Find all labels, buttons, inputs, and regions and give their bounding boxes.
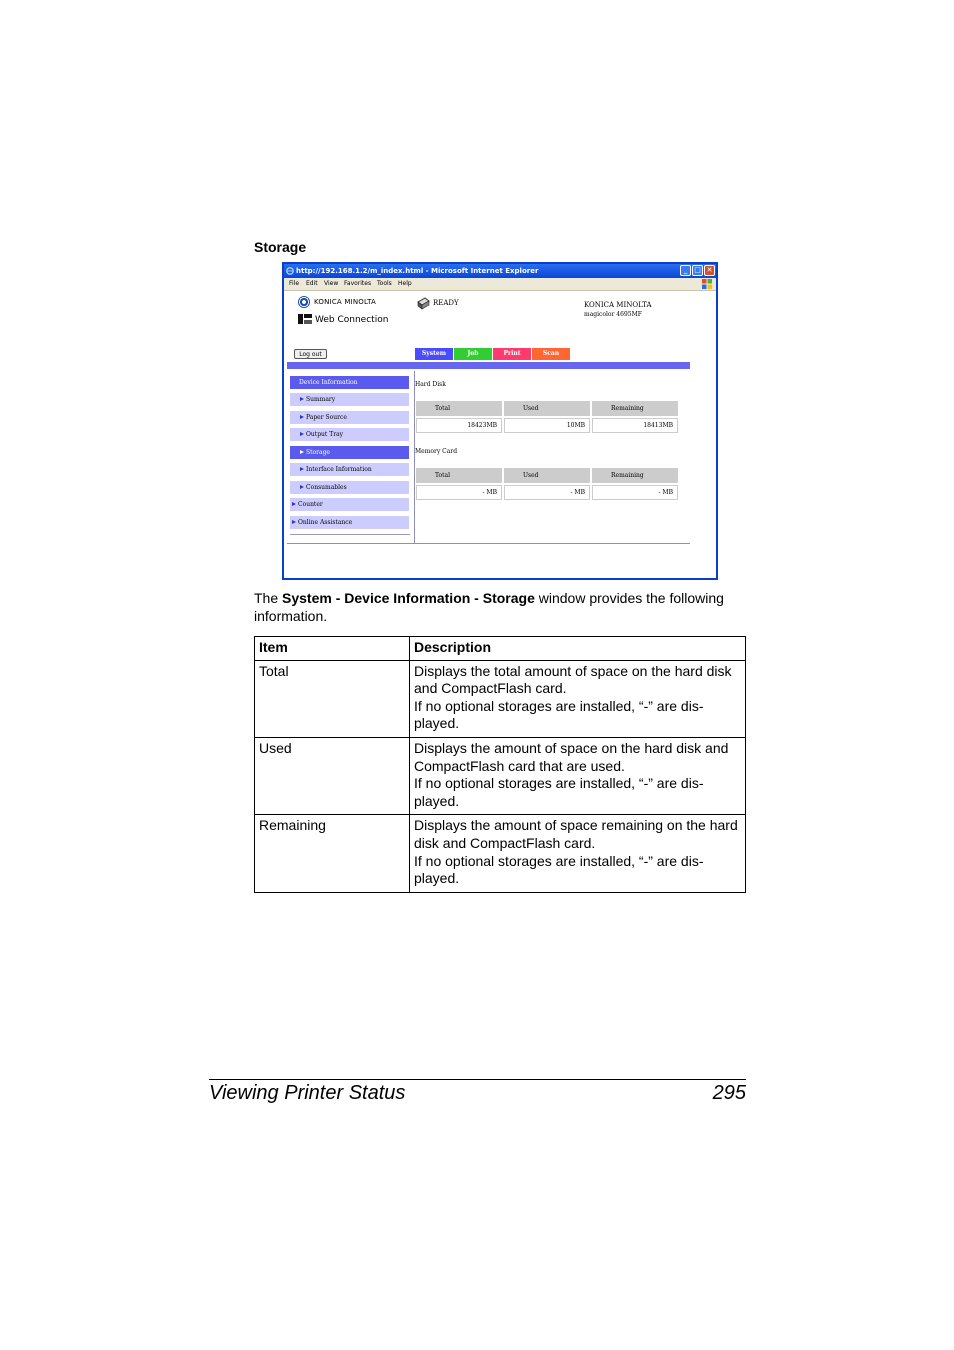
windows-logo-icon (702, 279, 712, 289)
table-header-row (255, 637, 746, 661)
menu-favorites[interactable]: Favorites (344, 280, 372, 287)
hd-used-value: 10MB (504, 418, 590, 433)
column-divider (414, 371, 415, 544)
hd-header-remaining: Remaining (592, 401, 678, 416)
nav-paper-source[interactable]: Paper Source (290, 411, 409, 424)
section-heading: Storage (254, 239, 307, 255)
konica-minolta-logo-icon (298, 296, 310, 308)
menu-help[interactable]: Help (398, 280, 412, 287)
row-item: Total (255, 660, 410, 737)
header-divider (287, 362, 690, 369)
tab-scan[interactable]: Scan (532, 348, 570, 360)
hd-remaining-value: 18413MB (592, 418, 678, 433)
row-description: Displays the total amount of space on the hard disk and CompactFlash card. If no optional storages are installed, “-” are dis- played. (410, 660, 746, 737)
header-item: Item (255, 637, 410, 661)
nav-online-assistance[interactable]: Online Assistance (290, 516, 409, 529)
table-row (255, 737, 746, 814)
pagescope-logo-icon (298, 313, 312, 325)
arrow-icon (292, 502, 296, 506)
nav-output-tray[interactable]: Output Tray (290, 428, 409, 441)
tab-system[interactable]: System (415, 348, 453, 360)
model-name: magicolor 4695MF (584, 311, 642, 318)
arrow-icon (292, 520, 296, 524)
hd-total-value: 18423MB (416, 418, 502, 433)
footer-rule (209, 1079, 746, 1080)
ie-icon (286, 267, 294, 275)
intro-paragraph: The System - Device Information - Storage window provides the following information. (254, 590, 724, 624)
nav-consumables[interactable]: Consumables (290, 481, 409, 494)
description-table (254, 636, 746, 893)
memory-card-title: Memory Card (415, 448, 458, 455)
web-page (284, 291, 716, 578)
content-bottom-divider (287, 543, 690, 544)
nav-bottom-divider (290, 534, 410, 535)
arrow-icon (300, 485, 304, 489)
nav-counter[interactable]: Counter (290, 498, 409, 511)
hard-disk-table (414, 399, 680, 435)
tab-print[interactable]: Print (493, 348, 531, 360)
mc-remaining-value: - MB (592, 485, 678, 500)
web-connection-label: Web Connection (315, 315, 389, 325)
mc-used-value: - MB (504, 485, 590, 500)
row-item: Remaining (255, 815, 410, 892)
row-item: Used (255, 737, 410, 814)
mc-total-value: - MB (416, 485, 502, 500)
nav-storage[interactable]: Storage (290, 446, 409, 459)
minimize-button[interactable]: _ (680, 265, 691, 276)
hd-header-used: Used (504, 401, 590, 416)
mc-header-used: Used (504, 468, 590, 483)
maximize-button[interactable]: □ (692, 265, 703, 276)
logout-button[interactable]: Log out (294, 349, 327, 359)
arrow-icon (300, 415, 304, 419)
mc-header-remaining: Remaining (592, 468, 678, 483)
printer-status-icon (416, 296, 430, 310)
arrow-icon (300, 467, 304, 471)
menu-edit[interactable]: Edit (306, 280, 318, 287)
model-brand: KONICA MINOLTA (584, 301, 652, 309)
window-path: System - Device Information - Storage (282, 590, 535, 606)
brand-name: KONICA MINOLTA (314, 298, 377, 306)
arrow-icon (300, 450, 304, 454)
close-button[interactable]: ✕ (704, 265, 715, 276)
browser-window (282, 262, 718, 580)
nav-interface-information[interactable]: Interface Information (290, 463, 409, 476)
arrow-icon (300, 397, 304, 401)
window-title: http://192.168.1.2/m_index.html - Microsoft Internet Explorer (296, 267, 539, 275)
row-description: Displays the amount of space remaining on the hard disk and CompactFlash card. If no optional storages are installed, “-” are dis- played. (410, 815, 746, 892)
arrow-icon (300, 432, 304, 436)
menu-file[interactable]: File (289, 280, 300, 287)
memory-card-table (414, 466, 680, 502)
mc-header-total: Total (416, 468, 502, 483)
header-description: Description (410, 637, 746, 661)
nav-device-information[interactable]: Device Information (290, 376, 409, 389)
row-description: Displays the amount of space on the hard disk and CompactFlash card that are used. If no optional storages are installed, “-” are dis- played. (410, 737, 746, 814)
tab-job[interactable]: Job (454, 348, 492, 360)
nav-summary[interactable]: Summary (290, 393, 409, 406)
hard-disk-title: Hard Disk (415, 381, 446, 388)
printer-status: READY (433, 299, 459, 307)
footer-section-title: Viewing Printer Status (209, 1082, 406, 1104)
menu-view[interactable]: View (324, 280, 339, 287)
hd-header-total: Total (416, 401, 502, 416)
menu-bar (284, 278, 716, 291)
title-bar (284, 264, 716, 278)
table-row (255, 660, 746, 737)
page-number: 295 (712, 1082, 746, 1104)
table-row (255, 815, 746, 892)
menu-tools[interactable]: Tools (377, 280, 392, 287)
